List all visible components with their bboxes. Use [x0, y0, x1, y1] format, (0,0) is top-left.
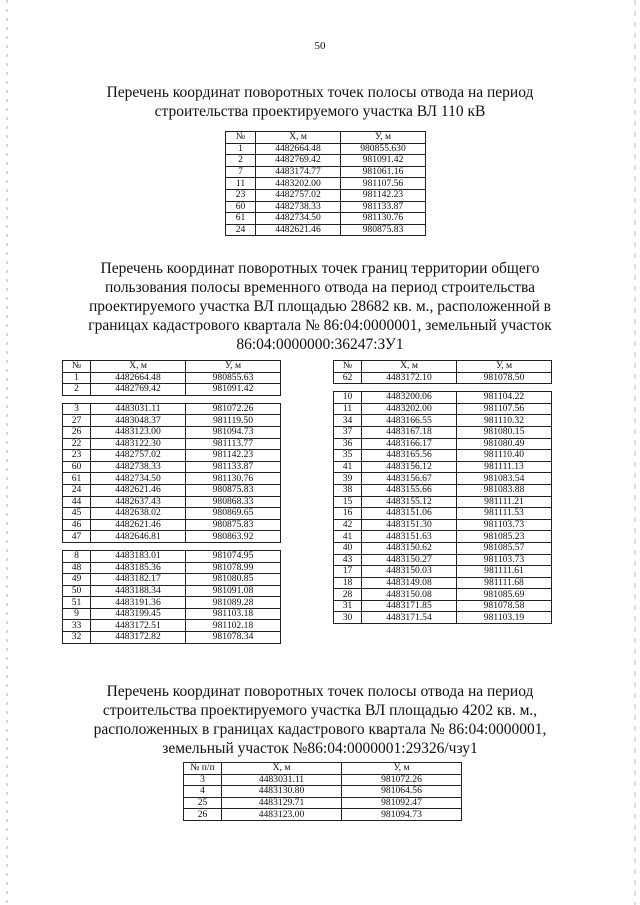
table-row [334, 372, 552, 384]
y-coordinate-cell: 980863.92 [186, 531, 281, 543]
point-number-cell: 27 [63, 415, 91, 427]
y-coordinate-cell: 981111.61 [457, 566, 552, 578]
x-coordinate-cell: 4483130.80 [222, 786, 342, 798]
table-row [334, 461, 552, 473]
column-header: У, м [342, 763, 462, 775]
point-number-cell: 15 [334, 496, 362, 508]
table-row [226, 201, 426, 213]
table-row [63, 384, 281, 396]
table-row [63, 484, 281, 496]
table-row [334, 438, 552, 450]
table-row [334, 484, 552, 496]
point-number-cell: 61 [226, 213, 256, 225]
point-number-cell: 36 [334, 438, 362, 450]
y-coordinate-cell: 981102.18 [186, 620, 281, 632]
x-coordinate-cell: 4483171.54 [362, 612, 457, 624]
table-row [334, 566, 552, 578]
table-row [63, 531, 281, 543]
table-row [63, 562, 281, 574]
table-row [334, 554, 552, 566]
column-header: № [334, 361, 362, 373]
y-coordinate-cell: 981107.56 [457, 403, 552, 415]
point-number-cell: 1 [226, 143, 256, 155]
header-row [63, 361, 281, 373]
point-number-cell: 9 [63, 608, 91, 620]
table-row [226, 178, 426, 190]
column-header: У, м [457, 361, 552, 373]
x-coordinate-cell: 4483174.77 [256, 166, 341, 178]
section2-left-table [62, 360, 281, 644]
section2-title: Перечень координат поворотных точек границ территории общего пользования полосы временного отвода на период строительства проектируемого участка ВЛ площадью 28682 кв. м., расположенной в границах кадастрового квартала № 86:04:0000001, земельный участок 86:04:0000000:36247:ЗУ1 [88, 260, 552, 353]
y-coordinate-cell: 981111.21 [457, 496, 552, 508]
x-coordinate-cell: 4483172.10 [362, 372, 457, 384]
table-row [63, 403, 281, 415]
column-header: Х, м [256, 132, 341, 144]
y-coordinate-cell: 981103.73 [457, 519, 552, 531]
y-coordinate-cell: 980855.63 [186, 372, 281, 384]
y-coordinate-cell: 981089.28 [186, 597, 281, 609]
x-coordinate-cell: 4483172.51 [91, 620, 186, 632]
y-coordinate-cell: 981091.08 [186, 585, 281, 597]
x-coordinate-cell: 4482769.42 [91, 384, 186, 396]
x-coordinate-cell: 4483150.03 [362, 566, 457, 578]
x-coordinate-cell: 4483171.85 [362, 600, 457, 612]
point-number-cell: 51 [63, 597, 91, 609]
y-coordinate-cell: 980875.83 [186, 484, 281, 496]
table-row [334, 473, 552, 485]
point-number-cell: 34 [334, 415, 362, 427]
table-row [63, 461, 281, 473]
point-number-cell: 3 [63, 403, 91, 415]
x-coordinate-cell: 4483151.63 [362, 531, 457, 543]
point-number-cell: 33 [63, 620, 91, 632]
x-coordinate-cell: 4483155.12 [362, 496, 457, 508]
point-number-cell: 30 [334, 612, 362, 624]
y-coordinate-cell: 981130.76 [341, 213, 426, 225]
section3-table [183, 762, 462, 821]
y-coordinate-cell: 981104.22 [457, 392, 552, 404]
point-number-cell: 61 [63, 473, 91, 485]
y-coordinate-cell: 980875.83 [186, 519, 281, 531]
x-coordinate-cell: 4483122.30 [91, 438, 186, 450]
table-row [63, 372, 281, 384]
x-coordinate-cell: 4482738.33 [91, 461, 186, 473]
table-row [184, 786, 462, 798]
x-coordinate-cell: 4483172.82 [91, 632, 186, 644]
point-number-cell: 2 [63, 384, 91, 396]
scan-edge-left [6, 0, 8, 905]
x-coordinate-cell: 4483123.00 [91, 426, 186, 438]
point-number-cell: 3 [184, 774, 222, 786]
y-coordinate-cell: 981078.99 [186, 562, 281, 574]
table-row [334, 403, 552, 415]
y-coordinate-cell: 981094.73 [342, 809, 462, 821]
x-coordinate-cell: 4482734.50 [91, 473, 186, 485]
x-coordinate-cell: 4483123.00 [222, 809, 342, 821]
x-coordinate-cell: 4482637.43 [91, 496, 186, 508]
point-number-cell: 48 [63, 562, 91, 574]
y-coordinate-cell: 981083.88 [457, 484, 552, 496]
y-coordinate-cell: 980868.33 [186, 496, 281, 508]
x-coordinate-cell: 4483167.18 [362, 426, 457, 438]
y-coordinate-cell: 981074.95 [186, 550, 281, 562]
x-coordinate-cell: 4483166.17 [362, 438, 457, 450]
section1-title: Перечень координат поворотных точек полосы отвода на период строительства проектируемого участка ВЛ 110 кВ [106, 84, 534, 120]
y-coordinate-cell: 981110.32 [457, 415, 552, 427]
table-row [226, 166, 426, 178]
y-coordinate-cell: 981111.53 [457, 508, 552, 520]
table-row [334, 531, 552, 543]
x-coordinate-cell: 4482646.81 [91, 531, 186, 543]
table-row [334, 542, 552, 554]
group-separator [334, 384, 552, 392]
y-coordinate-cell: 981103.18 [186, 608, 281, 620]
point-number-cell: 4 [184, 786, 222, 798]
x-coordinate-cell: 4483202.00 [362, 403, 457, 415]
point-number-cell: 24 [226, 224, 256, 236]
x-coordinate-cell: 4483151.30 [362, 519, 457, 531]
y-coordinate-cell: 981078.58 [457, 600, 552, 612]
point-number-cell: 44 [63, 496, 91, 508]
x-coordinate-cell: 4482664.48 [91, 372, 186, 384]
group-separator [63, 542, 281, 550]
table-row [226, 143, 426, 155]
y-coordinate-cell: 981103.73 [457, 554, 552, 566]
point-number-cell: 2 [226, 155, 256, 167]
section2-right-table [333, 360, 552, 624]
y-coordinate-cell: 981091.42 [341, 155, 426, 167]
column-header: Х, м [222, 763, 342, 775]
x-coordinate-cell: 4483191.36 [91, 597, 186, 609]
page-number: 50 [314, 40, 326, 52]
table-row [63, 574, 281, 586]
table-row [63, 508, 281, 520]
header-row [334, 361, 552, 373]
table-row [184, 774, 462, 786]
y-coordinate-cell: 981107.56 [341, 178, 426, 190]
y-coordinate-cell: 981091.42 [186, 384, 281, 396]
y-coordinate-cell: 981078.34 [186, 632, 281, 644]
table-row [63, 473, 281, 485]
point-number-cell: 45 [63, 508, 91, 520]
column-header: У, м [341, 132, 426, 144]
point-number-cell: 11 [226, 178, 256, 190]
x-coordinate-cell: 4483185.36 [91, 562, 186, 574]
column-header: У, м [186, 361, 281, 373]
x-coordinate-cell: 4482621.46 [91, 484, 186, 496]
point-number-cell: 42 [334, 519, 362, 531]
point-number-cell: 7 [226, 166, 256, 178]
table-row [334, 392, 552, 404]
x-coordinate-cell: 4483199.45 [91, 608, 186, 620]
x-coordinate-cell: 4482734.50 [256, 213, 341, 225]
point-number-cell: 26 [63, 426, 91, 438]
table-row [334, 415, 552, 427]
x-coordinate-cell: 4483165.56 [362, 450, 457, 462]
scan-edge-right [634, 0, 636, 905]
table-row [63, 426, 281, 438]
y-coordinate-cell: 981111.68 [457, 577, 552, 589]
x-coordinate-cell: 4483150.27 [362, 554, 457, 566]
header-row [184, 763, 462, 775]
table-row [63, 585, 281, 597]
point-number-cell: 23 [226, 189, 256, 201]
x-coordinate-cell: 4482638.02 [91, 508, 186, 520]
y-coordinate-cell: 981080.49 [457, 438, 552, 450]
x-coordinate-cell: 4482769.42 [256, 155, 341, 167]
point-number-cell: 31 [334, 600, 362, 612]
y-coordinate-cell: 981111.13 [457, 461, 552, 473]
y-coordinate-cell: 981080.15 [457, 426, 552, 438]
y-coordinate-cell: 981080.85 [186, 574, 281, 586]
x-coordinate-cell: 4483129.71 [222, 797, 342, 809]
y-coordinate-cell: 981130.76 [186, 473, 281, 485]
x-coordinate-cell: 4482621.46 [256, 224, 341, 236]
table-row [226, 213, 426, 225]
group-separator [63, 395, 281, 403]
column-header: № [63, 361, 91, 373]
point-number-cell: 46 [63, 519, 91, 531]
x-coordinate-cell: 4483031.11 [91, 403, 186, 415]
x-coordinate-cell: 4482757.02 [256, 189, 341, 201]
point-number-cell: 24 [63, 484, 91, 496]
header-row [226, 132, 426, 144]
y-coordinate-cell: 981094.73 [186, 426, 281, 438]
y-coordinate-cell: 980875.83 [341, 224, 426, 236]
x-coordinate-cell: 4483156.12 [362, 461, 457, 473]
column-header: Х, м [362, 361, 457, 373]
table-row [334, 589, 552, 601]
x-coordinate-cell: 4483200.06 [362, 392, 457, 404]
table-row [63, 519, 281, 531]
x-coordinate-cell: 4482621.46 [91, 519, 186, 531]
x-coordinate-cell: 4483048.37 [91, 415, 186, 427]
point-number-cell: 60 [63, 461, 91, 473]
point-number-cell: 18 [334, 577, 362, 589]
x-coordinate-cell: 4482738.33 [256, 201, 341, 213]
table-row [226, 224, 426, 236]
point-number-cell: 39 [334, 473, 362, 485]
x-coordinate-cell: 4483183.01 [91, 550, 186, 562]
table-row [184, 797, 462, 809]
column-header: № п/п [184, 763, 222, 775]
point-number-cell: 38 [334, 484, 362, 496]
table-row [184, 809, 462, 821]
point-number-cell: 43 [334, 554, 362, 566]
section3-title: Перечень координат поворотных точек полосы отвода на период строительства проектируемого участка ВЛ площадью 4202 кв. м., расположенных в границах кадастрового квартала № 86:04:0000001, земельный участок №86:04:0000001:29326/чзу1 [93, 683, 547, 757]
table-row [334, 450, 552, 462]
y-coordinate-cell: 981119.50 [186, 415, 281, 427]
point-number-cell: 41 [334, 461, 362, 473]
table-row [226, 155, 426, 167]
table-row [63, 597, 281, 609]
table-row [334, 519, 552, 531]
table-row [63, 608, 281, 620]
y-coordinate-cell: 981072.26 [186, 403, 281, 415]
table-row [334, 600, 552, 612]
x-coordinate-cell: 4483155.66 [362, 484, 457, 496]
table-row [226, 189, 426, 201]
point-number-cell: 40 [334, 542, 362, 554]
table-row [334, 612, 552, 624]
point-number-cell: 41 [334, 531, 362, 543]
x-coordinate-cell: 4483156.67 [362, 473, 457, 485]
point-number-cell: 47 [63, 531, 91, 543]
point-number-cell: 11 [334, 403, 362, 415]
x-coordinate-cell: 4483166.55 [362, 415, 457, 427]
y-coordinate-cell: 980869.65 [186, 508, 281, 520]
point-number-cell: 32 [63, 632, 91, 644]
x-coordinate-cell: 4483149.08 [362, 577, 457, 589]
point-number-cell: 25 [184, 797, 222, 809]
y-coordinate-cell: 981085.57 [457, 542, 552, 554]
point-number-cell: 8 [63, 550, 91, 562]
y-coordinate-cell: 981078.50 [457, 372, 552, 384]
table-row [334, 508, 552, 520]
column-header: № [226, 132, 256, 144]
point-number-cell: 23 [63, 450, 91, 462]
table-row [63, 620, 281, 632]
x-coordinate-cell: 4482757.02 [91, 450, 186, 462]
x-coordinate-cell: 4483150.08 [362, 589, 457, 601]
point-number-cell: 62 [334, 372, 362, 384]
table-row [63, 632, 281, 644]
y-coordinate-cell: 981142.23 [186, 450, 281, 462]
point-number-cell: 26 [184, 809, 222, 821]
point-number-cell: 50 [63, 585, 91, 597]
point-number-cell: 16 [334, 508, 362, 520]
point-number-cell: 49 [63, 574, 91, 586]
table-row [63, 550, 281, 562]
table-row [334, 496, 552, 508]
y-coordinate-cell: 981133.87 [186, 461, 281, 473]
column-header: Х, м [91, 361, 186, 373]
y-coordinate-cell: 981142.23 [341, 189, 426, 201]
x-coordinate-cell: 4483202.00 [256, 178, 341, 190]
point-number-cell: 22 [63, 438, 91, 450]
y-coordinate-cell: 981072.26 [342, 774, 462, 786]
table-row [334, 426, 552, 438]
x-coordinate-cell: 4483150.62 [362, 542, 457, 554]
x-coordinate-cell: 4483182.17 [91, 574, 186, 586]
y-coordinate-cell: 981113.77 [186, 438, 281, 450]
section1-table [225, 131, 426, 236]
point-number-cell: 10 [334, 392, 362, 404]
point-number-cell: 35 [334, 450, 362, 462]
x-coordinate-cell: 4482664.48 [256, 143, 341, 155]
table-row [63, 496, 281, 508]
x-coordinate-cell: 4483188.34 [91, 585, 186, 597]
y-coordinate-cell: 981064.56 [342, 786, 462, 798]
y-coordinate-cell: 981103.19 [457, 612, 552, 624]
point-number-cell: 37 [334, 426, 362, 438]
point-number-cell: 28 [334, 589, 362, 601]
point-number-cell: 60 [226, 201, 256, 213]
y-coordinate-cell: 981085.23 [457, 531, 552, 543]
table-row [63, 450, 281, 462]
y-coordinate-cell: 981083.54 [457, 473, 552, 485]
y-coordinate-cell: 981092.47 [342, 797, 462, 809]
table-row [63, 415, 281, 427]
table-row [63, 438, 281, 450]
y-coordinate-cell: 981085.69 [457, 589, 552, 601]
y-coordinate-cell: 981110.40 [457, 450, 552, 462]
y-coordinate-cell: 981133.87 [341, 201, 426, 213]
x-coordinate-cell: 4483151.06 [362, 508, 457, 520]
y-coordinate-cell: 980855.630 [341, 143, 426, 155]
point-number-cell: 17 [334, 566, 362, 578]
table-row [334, 577, 552, 589]
x-coordinate-cell: 4483031.11 [222, 774, 342, 786]
point-number-cell: 1 [63, 372, 91, 384]
y-coordinate-cell: 981061.16 [341, 166, 426, 178]
